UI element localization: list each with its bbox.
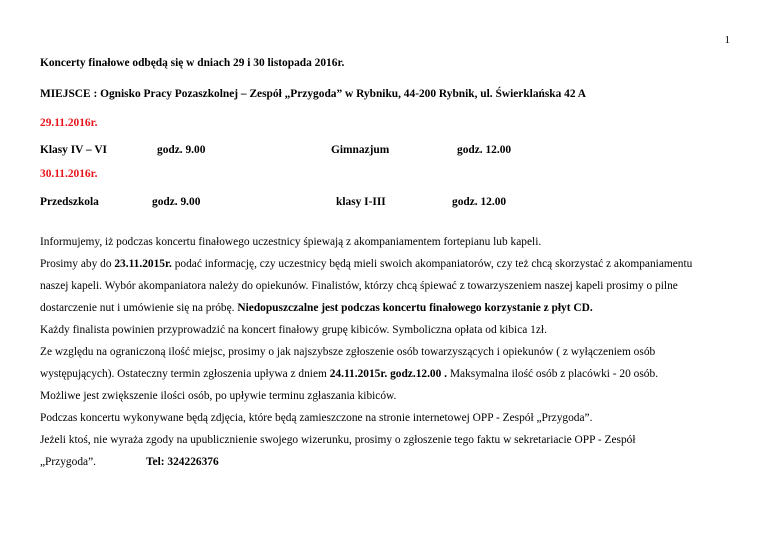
group-3-label: Przedszkola [40,196,99,208]
group-2-time: godz. 12.00 [457,144,512,156]
date-day-1: 29.11.2016r. [40,117,98,129]
phone-number: Tel: 324226376 [146,456,219,468]
group-2-label: Gimnazjum [331,144,390,156]
deadline-date-1: 23.11.2015r. [114,258,172,270]
heading: Koncerty finałowe odbędą się w dniach 29 i 30 listopada 2016r. [40,57,345,69]
info-line-5: Każdy finalista powinien przyprowadzić na koncert finałowy grupę kibiców. Symboliczna opłata od kibica 1zł. [40,324,547,336]
place-line: MIEJSCE : Ognisko Pracy Pozaszkolnej – Zespół „Przygoda” w Rybniku, 44-200 Rybnik, ul. Świerklańska 42 A [40,88,587,100]
info-line-3: naszej kapeli. Wybór akompaniatora należy do opiekunów. Finalistów, którzy chcą śpiewać z towarzyszeniem naszej kapeli prosimy o pilne [40,280,678,292]
info-line-11: „Przygoda”. [40,456,96,468]
group-1-label: Klasy IV – VI [40,144,107,156]
info-line-4: dostarczenie nut i umówienie się na próbę. Niedopuszczalne jest podczas koncertu finałowego korzystanie z płyt CD. [40,302,593,314]
group-3-time: godz. 9.00 [152,196,201,208]
info-line-8: Możliwe jest zwiększenie ilości osób, po upływie terminu zgłaszania kibiców. [40,390,397,402]
info-line-2: Prosimy aby do 23.11.2015r. podać informację, czy uczestnicy będą mieli swoich akompaniatorów, czy też chcą skorzystać z akompaniamentu [40,258,693,270]
info-line-7: występujących). Ostateczny termin zgłoszenia upływa z dniem 24.11.2015r. godz.12.00 . Maksymalna ilość osób z placówki - 20 osób. [40,368,659,380]
info-line-9: Podczas koncertu wykonywane będą zdjęcia, które będą zamieszczone na stronie internetowej OPP - Zespół „Przygoda”. [40,412,593,424]
group-4-label: klasy I-III [336,196,386,208]
group-1-time: godz. 9.00 [157,144,206,156]
deadline-date-2: 24.11.2015r. godz.12.00 . [329,368,448,380]
info-line-10: Jeżeli ktoś, nie wyraża zgody na upublicznienie swojego wizerunku, prosimy o zgłoszenie tego faktu w sekretariacie OPP - Zespół [40,434,636,446]
info-line-1: Informujemy, iż podczas koncertu finałowego uczestnicy śpiewają z akompaniamentem fortepianu lub kapeli. [40,236,542,248]
cd-notice: Niedopuszczalne jest podczas koncertu finałowego korzystanie z płyt CD. [237,302,593,314]
group-4-time: godz. 12.00 [452,196,507,208]
info-line-6: Ze względu na ograniczoną ilość miejsc, prosimy o jak najszybsze zgłoszenie osób towarzyszących i opiekunów ( z wyłączeniem osób [40,346,656,358]
date-day-2: 30.11.2016r. [40,168,98,180]
page-number: 1 [724,34,730,46]
